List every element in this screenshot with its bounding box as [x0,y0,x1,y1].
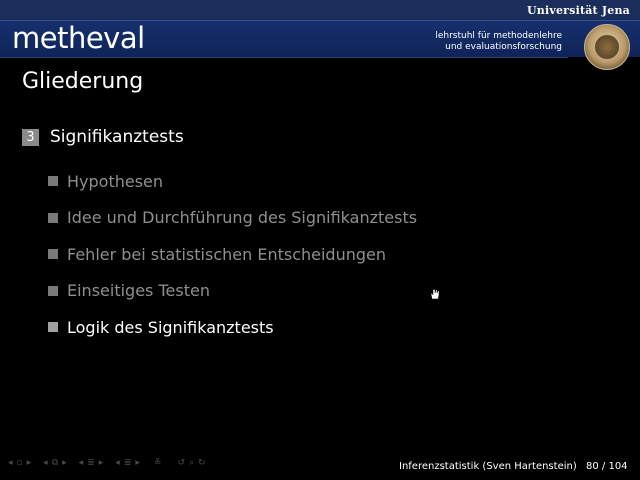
hand-cursor-icon [429,288,441,300]
outline-item-hypothesen [48,163,417,200]
nav-next-subsection-icon[interactable]: ▸ [62,458,67,468]
page-counter: 80 / 104 [586,461,628,472]
square-bullet-icon [48,286,58,296]
metheval-logo: metheval [12,21,145,55]
square-bullet-icon [48,249,58,259]
slide-title: Gliederung [22,69,144,94]
nav-frame-icon[interactable]: ▫ [16,458,23,468]
university-bar [0,0,640,21]
outline-item-label: Fehler bei statistischen Entscheidungen [67,244,386,264]
nav-prev-frame-icon[interactable]: ◂ [8,458,13,468]
outline-item-idee [48,200,417,237]
outline-item-label: Idee und Durchführung des Signifikanztests [67,208,418,228]
nav-back-icon[interactable]: ↺ [177,458,185,468]
section-number-badge: 3 [22,129,39,146]
chair-line-2: und evaluationsforschung [445,42,562,52]
header-divider [0,57,568,58]
university-name: Universität Jena [527,4,630,17]
footer-title: Inferenzstatistik (Sven Hartenstein) [399,461,577,472]
square-bullet-icon [48,322,58,332]
nav-next-section-icon[interactable]: ▸ [98,458,104,468]
nav-prev-subsection-icon[interactable]: ◂ [43,458,48,468]
square-bullet-icon [48,213,58,223]
nav-next-frame-icon[interactable]: ▸ [26,458,32,468]
nav-next-doc-icon[interactable]: ▸ [135,458,140,468]
outline-item-einseitig [48,273,417,310]
outline-item-label: Hypothesen [67,171,164,191]
nav-doc-icon[interactable]: ≣ [123,458,132,468]
nav-prev-section-icon[interactable]: ◂ [78,458,84,468]
nav-appendix-icon[interactable]: ≚ [153,458,162,468]
outline-subitems [48,163,417,346]
outline-item-label: Einseitiges Testen [67,281,210,301]
outline-section [22,127,184,147]
outline-item-fehler [48,236,417,273]
outline-item-logik [48,309,417,346]
square-bullet-icon [48,176,58,186]
nav-subsection-icon[interactable]: ⧉ [51,458,59,468]
chair-line-1: lehrstuhl für methodenlehre [435,31,562,41]
nav-forward-icon[interactable]: ↻ [198,458,206,468]
outline-item-label: Logik des Signifikanztests [67,317,274,337]
nav-search-icon[interactable]: ⌕ [188,458,195,468]
chair-name [435,31,562,53]
seal-center [595,35,619,59]
slide-header [0,0,640,73]
university-seal-icon [584,24,630,70]
beamer-navigation [8,458,206,468]
section-label: Signifikanztests [50,127,184,147]
nav-section-icon[interactable]: ≣ [87,458,95,468]
nav-prev-doc-icon[interactable]: ◂ [115,458,120,468]
